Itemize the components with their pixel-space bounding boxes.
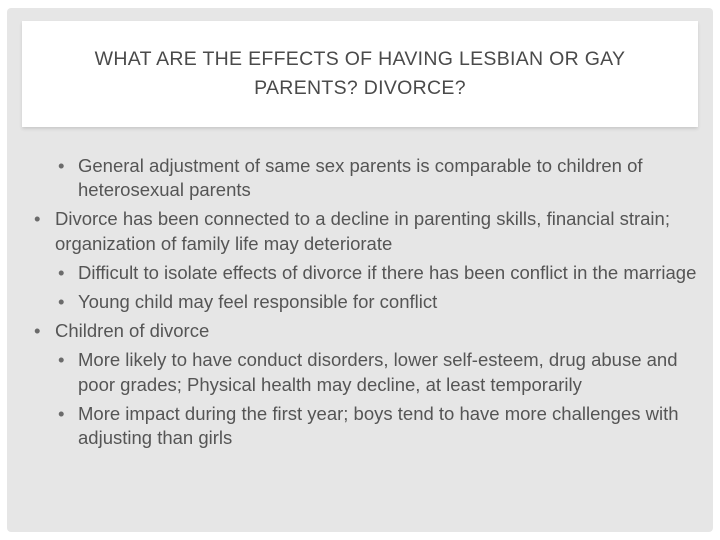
- bullet-dot-icon: •: [34, 208, 41, 230]
- bullet-list: [0, 154, 720, 450]
- slide-title: WHAT ARE THE EFFECTS OF HAVING LESBIAN OR GAY PARENTS? DIVORCE?: [94, 48, 626, 99]
- bullet-text: General adjustment of same sex parents is comparable to children of heterosexual parents: [78, 155, 643, 201]
- title-box: [22, 21, 698, 127]
- bullet-item: [0, 261, 720, 285]
- bullet-dot-icon: •: [58, 402, 65, 424]
- bullet-item: [0, 402, 720, 450]
- bullet-item: [0, 348, 720, 396]
- bullet-text: Children of divorce: [55, 320, 210, 342]
- bullet-text: Divorce has been connected to a decline in parenting skills, financial strain; organization of family life may deteriorate: [55, 208, 670, 254]
- bullet-dot-icon: •: [58, 291, 65, 313]
- bullet-text: More likely to have conduct disorders, lower self-esteem, drug abuse and poor grades; Physical health may decline, at least temporarily: [78, 349, 678, 395]
- bullet-item: [0, 154, 720, 202]
- bullet-item: [0, 207, 720, 255]
- bullet-dot-icon: •: [58, 349, 65, 371]
- bullet-text: Difficult to isolate effects of divorce if there has been conflict in the marriage: [78, 261, 697, 283]
- bullet-text: More impact during the first year; boys tend to have more challenges with adjusting than girls: [78, 402, 679, 449]
- bullet-item: [0, 319, 720, 343]
- bullet-text: Young child may feel responsible for conflict: [78, 291, 438, 313]
- bullet-dot-icon: •: [34, 320, 41, 342]
- bullet-item: [0, 290, 720, 314]
- bullet-dot-icon: •: [58, 261, 65, 283]
- bullet-dot-icon: •: [58, 155, 65, 176]
